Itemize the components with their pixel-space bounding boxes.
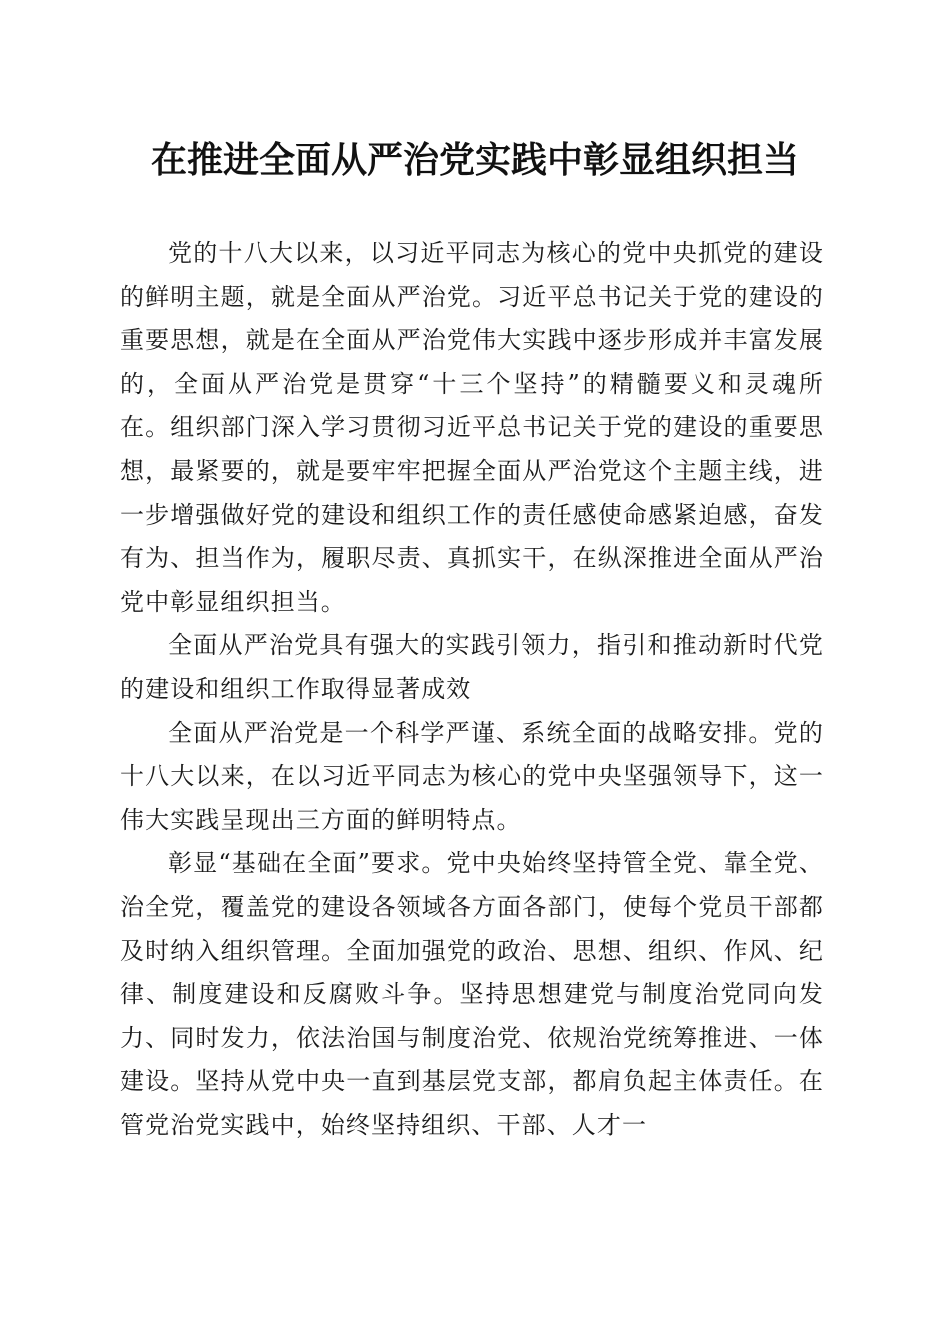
document-body <box>120 232 824 1147</box>
paragraph-overview: 全面从严治党是一个科学严谨、系统全面的战略安排。党的十八大以来，在以习近平同志为核心的党中央坚强领导下，这一伟大实践呈现出三方面的鲜明特点。 <box>120 718 824 834</box>
paragraph-foundation: 彰显“基础在全面”要求。党中央始终坚持管全党、靠全党、治全党，覆盖党的建设各领域各方面各部门，使每个党员干部都及时纳入组织管理。全面加强党的政治、思想、组织、作风、纪律、制度建设和反腐败斗争。坚持思想建党与制度治党同向发力、同时发力，依法治国与制度治党、依规治党统筹推进、一体建设。坚持从党中央一直到基层党支部，都肩负起主体责任。在管党治党实践中，始终坚持组织、干部、人才一 <box>120 849 824 1139</box>
document-title: 在推进全面从严治党实践中彰显组织担当 <box>150 139 799 181</box>
paragraph-intro: 党的十八大以来，以习近平同志为核心的党中央抓党的建设的鲜明主题，就是全面从严治党。习近平总书记关于党的建设的重要思想，就是在全面从严治党伟大实践中逐步形成并丰富发展的，全面从严治党是贯穿“十三个坚持”的精髓要义和灵魂所在。组织部门深入学习贯彻习近平总书记关于党的建设的重要思想，最紧要的，就是要牢牢把握全面从严治党这个主题主线，进一步增强做好党的建设和组织工作的责任感使命感紧迫感，奋发有为、担当作为，履职尽责、真抓实干，在纵深推进全面从严治党中彰显组织担当。 <box>120 239 824 616</box>
paragraph-section-heading: 全面从严治党具有强大的实践引领力，指引和推动新时代党的建设和组织工作取得显著成效 <box>120 631 824 703</box>
